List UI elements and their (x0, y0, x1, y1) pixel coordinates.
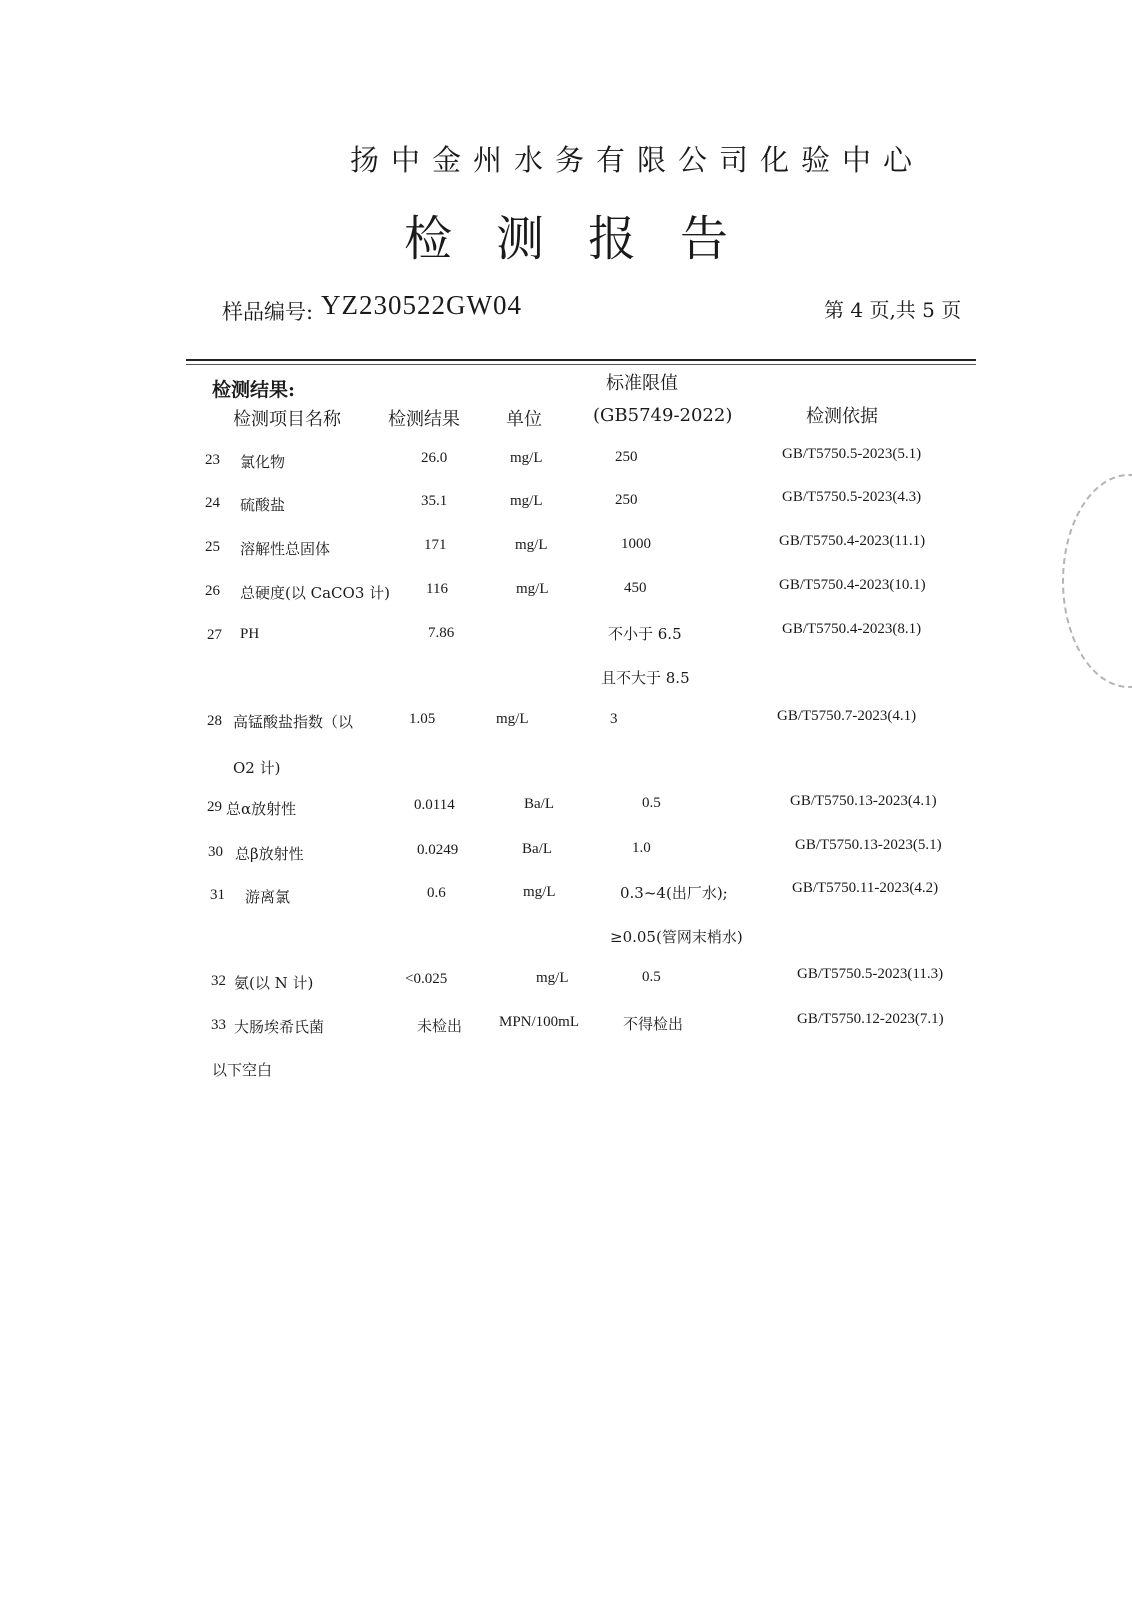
test-basis: GB/T5750.5-2023(5.1) (782, 446, 922, 462)
column-header-result: 检测结果 (388, 409, 460, 430)
limit-value: 250 (615, 449, 638, 465)
test-basis: GB/T5750.12-2023(7.1) (797, 1011, 944, 1027)
item-name: 氨(以 N 计) (234, 974, 314, 992)
result-value: 116 (426, 581, 448, 597)
limit-value-line2: 且不大于 8.5 (601, 669, 690, 687)
column-header-item: 检测项目名称 (233, 409, 341, 430)
test-basis: GB/T5750.4-2023(11.1) (779, 533, 926, 549)
unit: mg/L (510, 493, 543, 509)
column-header-limit: (GB5749-2022) (593, 405, 733, 426)
sample-number: YZ230522GW04 (321, 290, 522, 320)
item-name: 溶解性总固体 (240, 540, 331, 558)
item-name: 总β放射性 (235, 845, 304, 863)
test-basis: GB/T5750.11-2023(4.2) (792, 880, 939, 896)
row-number: 29 (207, 799, 222, 815)
unit: mg/L (536, 970, 569, 986)
row-number: 28 (207, 713, 222, 729)
column-header-unit: 单位 (506, 409, 542, 430)
limit-value: 250 (615, 492, 638, 508)
result-value: 26.0 (421, 450, 448, 466)
result-value: 0.0114 (414, 797, 455, 813)
row-number: 30 (208, 844, 223, 860)
item-name: 大肠埃希氏菌 (234, 1018, 325, 1036)
item-name: PH (240, 626, 260, 642)
unit: mg/L (523, 884, 556, 900)
test-basis: GB/T5750.7-2023(4.1) (777, 708, 917, 724)
item-name: 总α放射性 (226, 800, 297, 818)
row-number: 25 (205, 539, 220, 555)
test-basis: GB/T5750.4-2023(10.1) (779, 577, 926, 593)
limit-value: 1000 (621, 536, 651, 552)
unit: mg/L (516, 581, 549, 597)
limit-value: 0.3~4(出厂水); (620, 884, 728, 902)
seal-stamp (1062, 474, 1132, 688)
limit-caption: 标准限值 (606, 373, 678, 394)
limit-value: 不小于 6.5 (608, 625, 682, 643)
page-info: 第 4 页,共 5 页 (824, 298, 962, 322)
item-name-line2: O2 计) (233, 759, 281, 777)
result-value: 171 (424, 537, 447, 553)
result-value: 0.0249 (417, 842, 459, 858)
header-rule-thin (186, 364, 976, 365)
unit: mg/L (515, 537, 548, 553)
row-number: 27 (207, 627, 222, 643)
limit-value-line2: ≥0.05(管网末梢水) (610, 928, 743, 946)
item-name: 高锰酸盐指数（以 (233, 713, 354, 731)
column-header-basis: 检测依据 (806, 406, 878, 427)
row-number: 26 (205, 583, 220, 599)
limit-value: 0.5 (642, 795, 661, 811)
limit-value: 0.5 (642, 969, 661, 985)
unit: Ba/L (522, 841, 552, 857)
limit-value: 1.0 (632, 840, 651, 856)
row-number: 31 (210, 887, 225, 903)
result-value: 0.6 (427, 885, 446, 901)
limit-value: 450 (624, 580, 647, 596)
unit: MPN/100mL (499, 1014, 580, 1030)
unit: Ba/L (524, 796, 554, 812)
result-value: <0.025 (405, 971, 448, 987)
test-basis: GB/T5750.13-2023(5.1) (795, 837, 942, 853)
row-number: 24 (205, 495, 220, 511)
item-name: 游离氯 (245, 888, 291, 906)
header-rule (186, 359, 976, 361)
result-value: 7.86 (428, 625, 455, 641)
limit-value: 不得检出 (623, 1015, 684, 1033)
result-value: 1.05 (409, 711, 436, 727)
row-number: 32 (211, 973, 226, 989)
unit: mg/L (510, 450, 543, 466)
result-value: 35.1 (421, 493, 448, 509)
report-title: 检测报告 (404, 211, 773, 267)
result-value: 未检出 (417, 1017, 463, 1035)
row-number: 33 (211, 1017, 226, 1033)
test-basis: GB/T5750.4-2023(8.1) (782, 621, 922, 637)
limit-value: 3 (610, 711, 618, 727)
test-basis: GB/T5750.5-2023(11.3) (797, 966, 944, 982)
test-basis: GB/T5750.13-2023(4.1) (790, 793, 937, 809)
item-name: 硫酸盐 (240, 496, 286, 514)
row-number: 23 (205, 452, 220, 468)
results-label: 检测结果: (212, 379, 296, 401)
unit: mg/L (496, 711, 529, 727)
item-name: 总硬度(以 CaCO3 计) (240, 584, 390, 602)
sample-number-label: 样品编号: (222, 300, 314, 324)
test-basis: GB/T5750.5-2023(4.3) (782, 489, 922, 505)
company-name: 扬中金州水务有限公司化验中心 (350, 143, 925, 177)
blank-below-note: 以下空白 (212, 1061, 273, 1079)
item-name: 氯化物 (240, 453, 286, 471)
